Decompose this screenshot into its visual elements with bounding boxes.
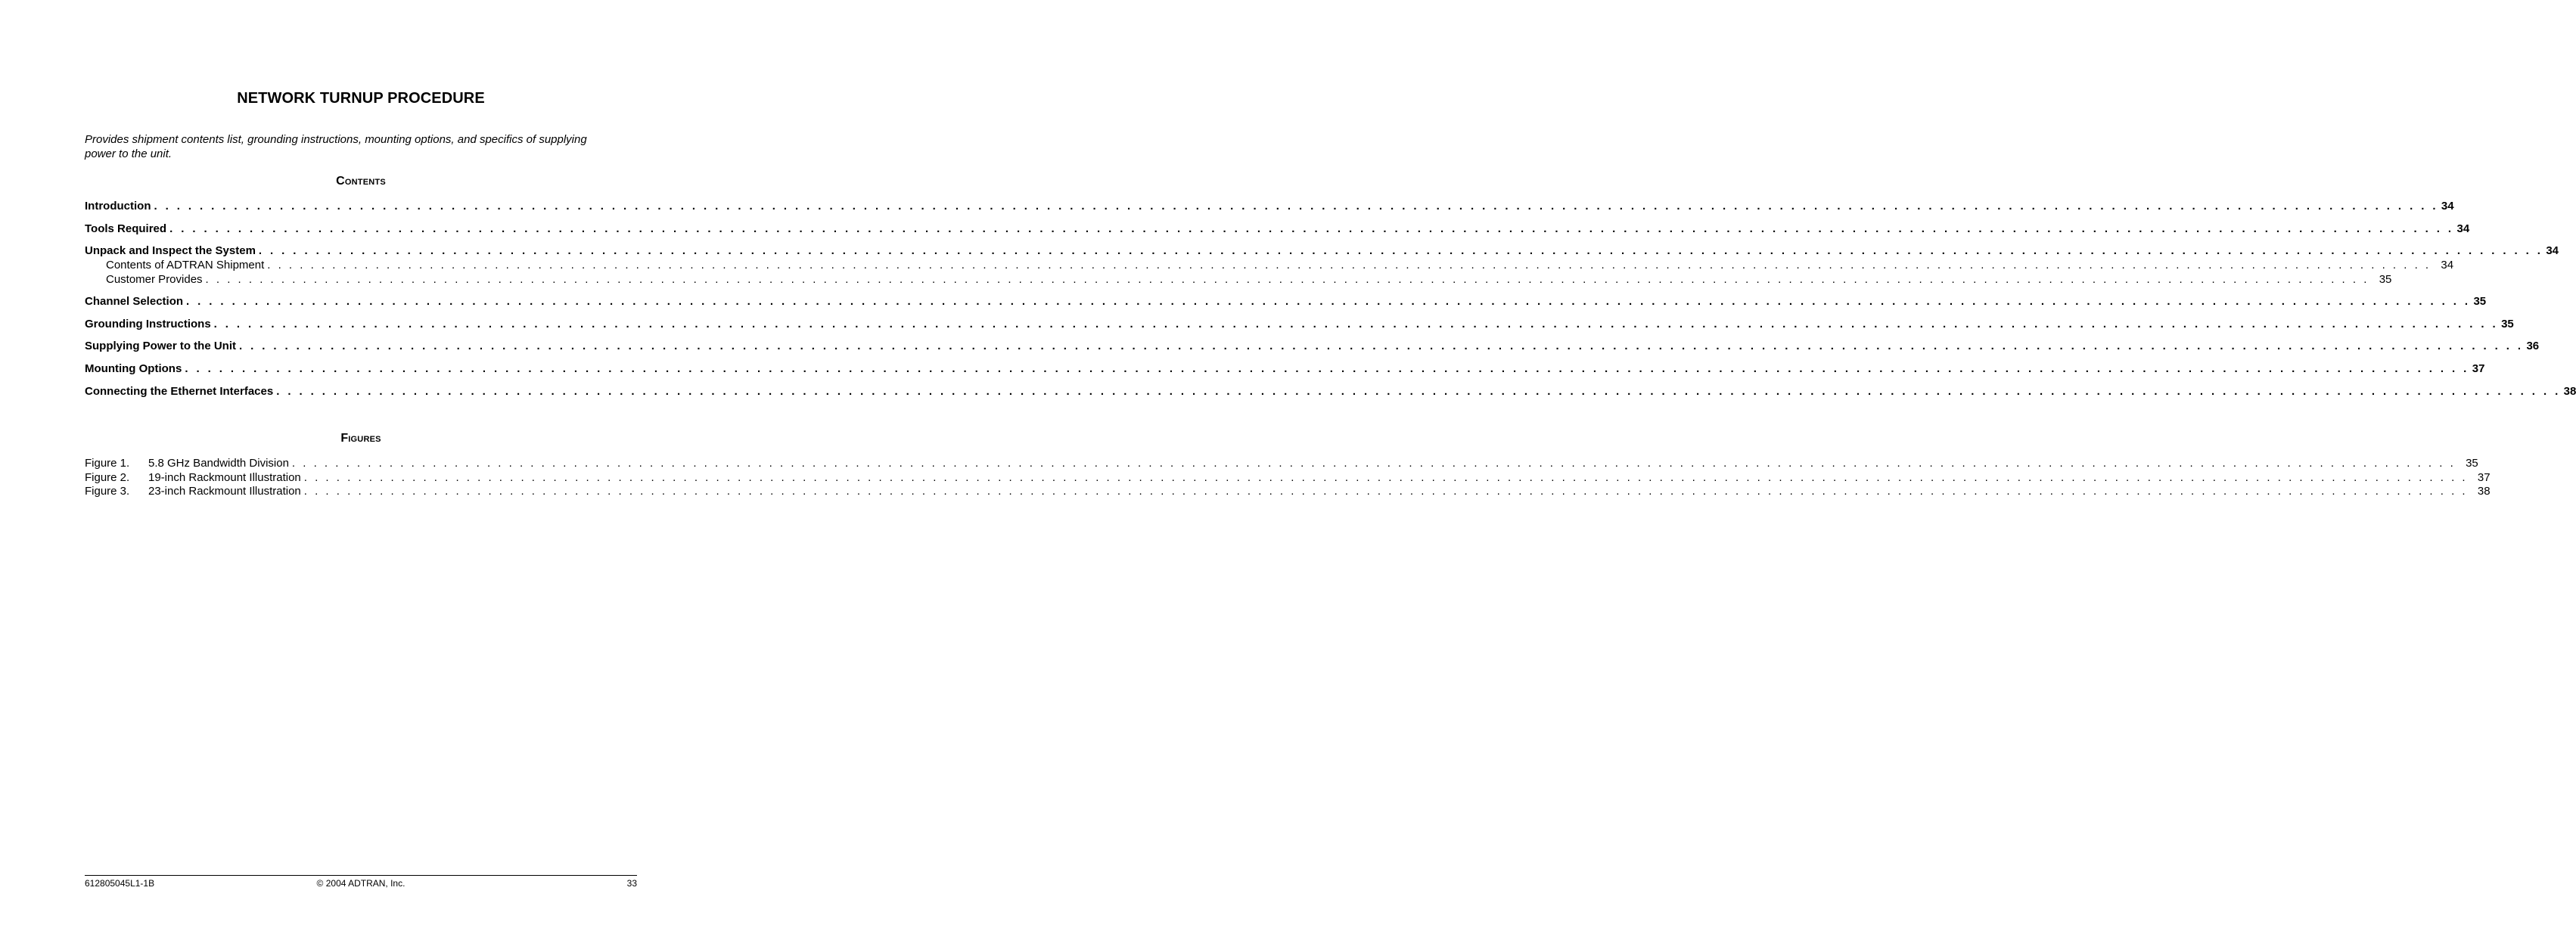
dot-leader: . . . . . . . . . . . . . . . . . . . . . . . . . . . . . . . . . . . . . . . . . . . . . . . . . . . . . . . . . . . . . . . . . . . . . . . . . . . . . . . . . . . . . . . . . . . . . . . . . . . . . . . . . . . . . . . . . . . . . . . . . . . . . . . . . . . . . . . . . . . . . . . . . . . . . . . . . . . . . . . . . . . . . . . . . . . . . . . . . . . . . . . . . . . . . . . . . . . . . . . . [258,244,2543,257]
figure-entry[interactable] [85,456,2478,470]
footer-copyright: © 2004 ADTRAN, Inc. [316,878,406,889]
toc-entry[interactable] [85,199,2454,213]
figure-page-number: 35 [2466,457,2478,470]
toc-page-number: 35 [2473,295,2487,308]
toc-entry-title: Customer Provides [106,273,203,286]
toc-entry[interactable] [85,339,2540,353]
toc-subentry[interactable] [85,258,2454,272]
figure-number: Figure 2. [85,471,130,484]
toc-page-number: 34 [2441,200,2454,213]
toc-page-number: 34 [2441,259,2454,272]
dot-leader: . . . . . . . . . . . . . . . . . . . . . . . . . . . . . . . . . . . . . . . . . . . . . . . . . . . . . . . . . . . . . . . . . . . . . . . . . . . . . . . . . . . . . . . . . . . . . . . . . . . . . . . . . . . . . . . . . . . . . . . . . . . . . . . . . . . . . . . . . . . . . . . . . . . . . . . . . . . . . . . . . . . . . . . . . . . . . . . . . . . . . . . . . . . . . . . . . . . . . . . . [213,318,2499,330]
toc-entry[interactable] [85,294,2487,309]
toc-entry-title: Supplying Power to the Unit [85,340,236,352]
chapter-description: Provides shipment contents list, grounding instructions, mounting options, and specifics of supplying power to the unit. [85,133,587,160]
dot-leader: . . . . . . . . . . . . . . . . . . . . . . . . . . . . . . . . . . . . . . . . . . . . . . . . . . . . . . . . . . . . . . . . . . . . . . . . . . . . . . . . . . . . . . . . . . . . . . . . . . . . . . . . . . . . . . . . . . . . . . . . . . . . . . . . . . . . . . . . . . . . . . . . . . . . . . . . . . . . . . . . . . . . . . . . . . . . . . . . . . . . . . . . . . . . . . . . . . . . . . . . [239,340,2524,352]
toc-page-number: 35 [2379,273,2392,286]
dot-leader: . . . . . . . . . . . . . . . . . . . . . . . . . . . . . . . . . . . . . . . . . . . . . . . . . . . . . . . . . . . . . . . . . . . . . . . . . . . . . . . . . . . . . . . . . . . . . . . . . . . . . . . . . . . . . . . . . . . . . . . . . . . . . . . . . . . . . . . . . . . . . . . . . . . . . . . . . . . . . . . . . . . . . . . . . . . . . . . . . . . . . . . . . . . . . . . . . . . . . . . . [267,259,2432,272]
toc-entry-title: Grounding Instructions [85,318,211,330]
toc-entry-title: Connecting the Ethernet Interfaces [85,385,274,398]
figure-title: 23-inch Rackmount Illustration [148,485,301,498]
dot-leader: . . . . . . . . . . . . . . . . . . . . . . . . . . . . . . . . . . . . . . . . . . . . . . . . . . . . . . . . . . . . . . . . . . . . . . . . . . . . . . . . . . . . . . . . . . . . . . . . . . . . . . . . . . . . . . . . . . . . . . . . . . . . . . . . . . . . . . . . . . . . . . . . . . . . . . . . . . . . . . . . . . . . . . . . . . . . . . . . . . . . . . . . . . . . . . . . . . . . . . . . [303,471,2468,484]
figure-title: 5.8 GHz Bandwidth Division [148,457,289,470]
toc-entry[interactable] [85,361,2485,376]
toc-entry-title: Contents of ADTRAN Shipment [106,259,265,272]
figures-heading: Figures [340,432,381,445]
toc-entry-title: Channel Selection [85,295,184,308]
toc-entry[interactable] [85,222,2470,236]
toc-page-number: 36 [2526,340,2540,352]
toc-entry-title: Unpack and Inspect the System [85,244,256,257]
toc-entry[interactable] [85,317,2514,331]
figure-page-number: 37 [2477,471,2491,484]
figure-number: Figure 3. [85,485,130,498]
dot-leader: . . . . . . . . . . . . . . . . . . . . . . . . . . . . . . . . . . . . . . . . . . . . . . . . . . . . . . . . . . . . . . . . . . . . . . . . . . . . . . . . . . . . . . . . . . . . . . . . . . . . . . . . . . . . . . . . . . . . . . . . . . . . . . . . . . . . . . . . . . . . . . . . . . . . . . . . . . . . . . . . . . . . . . . . . . . . . . . . . . . . . . . . . . . . . . . . . . . . . . . . [303,485,2468,498]
toc-page-number: 37 [2472,362,2485,375]
figure-page-number: 38 [2477,485,2491,498]
footer-page-number: 33 [626,878,637,889]
toc-page-number: 38 [2563,385,2576,398]
dot-leader: . . . . . . . . . . . . . . . . . . . . . . . . . . . . . . . . . . . . . . . . . . . . . . . . . . . . . . . . . . . . . . . . . . . . . . . . . . . . . . . . . . . . . . . . . . . . . . . . . . . . . . . . . . . . . . . . . . . . . . . . . . . . . . . . . . . . . . . . . . . . . . . . . . . . . . . . . . . . . . . . . . . . . . . . . . . . . . . . . . . . . . . . . . . . . . . . . . . . . . . . [185,362,2469,375]
dot-leader: . . . . . . . . . . . . . . . . . . . . . . . . . . . . . . . . . . . . . . . . . . . . . . . . . . . . . . . . . . . . . . . . . . . . . . . . . . . . . . . . . . . . . . . . . . . . . . . . . . . . . . . . . . . . . . . . . . . . . . . . . . . . . . . . . . . . . . . . . . . . . . . . . . . . . . . . . . . . . . . . . . . . . . . . . . . . . . . . . . . . . . . . . . . . . . . . . . . . . . . . [276,385,2561,398]
dot-leader: . . . . . . . . . . . . . . . . . . . . . . . . . . . . . . . . . . . . . . . . . . . . . . . . . . . . . . . . . . . . . . . . . . . . . . . . . . . . . . . . . . . . . . . . . . . . . . . . . . . . . . . . . . . . . . . . . . . . . . . . . . . . . . . . . . . . . . . . . . . . . . . . . . . . . . . . . . . . . . . . . . . . . . . . . . . . . . . . . . . . . . . . . . . . . . . . . . . . . . . . [291,457,2456,470]
contents-heading: Contents [336,175,386,188]
figure-number: Figure 1. [85,457,130,470]
figure-title: 19-inch Rackmount Illustration [148,471,301,484]
toc-entry-title: Introduction [85,200,151,213]
toc-page-number: 34 [2546,244,2559,257]
dot-leader: . . . . . . . . . . . . . . . . . . . . . . . . . . . . . . . . . . . . . . . . . . . . . . . . . . . . . . . . . . . . . . . . . . . . . . . . . . . . . . . . . . . . . . . . . . . . . . . . . . . . . . . . . . . . . . . . . . . . . . . . . . . . . . . . . . . . . . . . . . . . . . . . . . . . . . . . . . . . . . . . . . . . . . . . . . . . . . . . . . . . . . . . . . . . . . . . . . . . . . . . [169,222,2454,235]
dot-leader: . . . . . . . . . . . . . . . . . . . . . . . . . . . . . . . . . . . . . . . . . . . . . . . . . . . . . . . . . . . . . . . . . . . . . . . . . . . . . . . . . . . . . . . . . . . . . . . . . . . . . . . . . . . . . . . . . . . . . . . . . . . . . . . . . . . . . . . . . . . . . . . . . . . . . . . . . . . . . . . . . . . . . . . . . . . . . . . . . . . . . . . . . . . . . . . . . . . . . . . . [186,295,2471,308]
toc-page-number: 35 [2501,318,2514,330]
toc-subentry[interactable] [85,272,2392,287]
toc-entry-title: Tools Required [85,222,167,235]
footer-divider [85,875,637,876]
dot-leader: . . . . . . . . . . . . . . . . . . . . . . . . . . . . . . . . . . . . . . . . . . . . . . . . . . . . . . . . . . . . . . . . . . . . . . . . . . . . . . . . . . . . . . . . . . . . . . . . . . . . . . . . . . . . . . . . . . . . . . . . . . . . . . . . . . . . . . . . . . . . . . . . . . . . . . . . . . . . . . . . . . . . . . . . . . . . . . . . . . . . . . . . . . . . . . . . . . . . . . . . [205,273,2369,286]
toc-page-number: 34 [2456,222,2470,235]
page-title: NETWORK TURNUP PROCEDURE [237,90,485,107]
figure-entry[interactable] [85,484,2491,498]
toc-entry-title: Mounting Options [85,362,182,375]
toc-entry[interactable] [85,384,2576,399]
dot-leader: . . . . . . . . . . . . . . . . . . . . . . . . . . . . . . . . . . . . . . . . . . . . . . . . . . . . . . . . . . . . . . . . . . . . . . . . . . . . . . . . . . . . . . . . . . . . . . . . . . . . . . . . . . . . . . . . . . . . . . . . . . . . . . . . . . . . . . . . . . . . . . . . . . . . . . . . . . . . . . . . . . . . . . . . . . . . . . . . . . . . . . . . . . . . . . . . . . . . . . . . [154,200,2438,213]
toc-entry[interactable] [85,244,2559,258]
figure-entry[interactable] [85,470,2491,485]
footer-doc-number: 612805045L1-1B [85,878,155,889]
